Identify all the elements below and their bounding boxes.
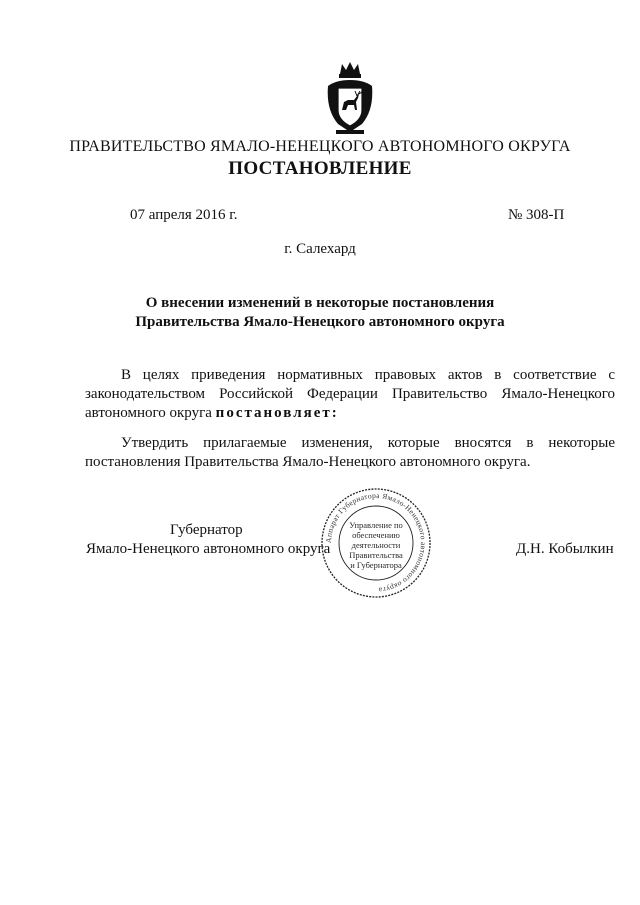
document-city: г. Салехард	[284, 241, 356, 257]
stamp-inner-text	[342, 520, 410, 570]
stamp-line: Правительства	[349, 550, 403, 560]
coat-of-arms-icon	[324, 60, 376, 138]
stamp-line: обеспечению	[352, 530, 400, 540]
preamble-paragraph	[85, 366, 615, 423]
stamp-line: Управление по	[349, 520, 403, 530]
resolution-paragraph: Утвердить прилагаемые изменения, которые вносятся в некоторые постановления Правительства Ямало-Ненецкого автономного округа.	[85, 435, 615, 470]
document-date: 07 апреля 2016 г.	[130, 207, 238, 223]
signatory-name: Д.Н. Кобылкин	[516, 541, 614, 557]
subject-line-2: Правительства Ямало-Ненецкого автономного округа	[135, 314, 505, 330]
stamp-ring-text: Аппарат Губернатора Ямало-Ненецкого автономного округа	[323, 490, 429, 595]
preamble-text: В целях приведения нормативных правовых актов в соответствие с законодательством Российской Федерации Правительство Ямало-Ненецкого автономного округа	[85, 367, 615, 421]
document-number: № 308-П	[508, 207, 565, 223]
signatory-region: Ямало-Ненецкого автономного округа	[86, 541, 331, 557]
document-subject	[60, 294, 580, 332]
document-type: ПОСТАНОВЛЕНИЕ	[228, 158, 412, 179]
stamp-line: деятельности	[351, 540, 401, 550]
resolves-keyword: постановляет:	[215, 405, 339, 421]
stamp-line: и Губернатора	[350, 560, 402, 570]
government-title: ПРАВИТЕЛЬСТВО ЯМАЛО-НЕНЕЦКОГО АВТОНОМНОГО ОКРУГА	[69, 138, 571, 155]
subject-line-1: О внесении изменений в некоторые постановления	[145, 295, 495, 311]
signatory-position: Губернатор	[170, 522, 243, 538]
